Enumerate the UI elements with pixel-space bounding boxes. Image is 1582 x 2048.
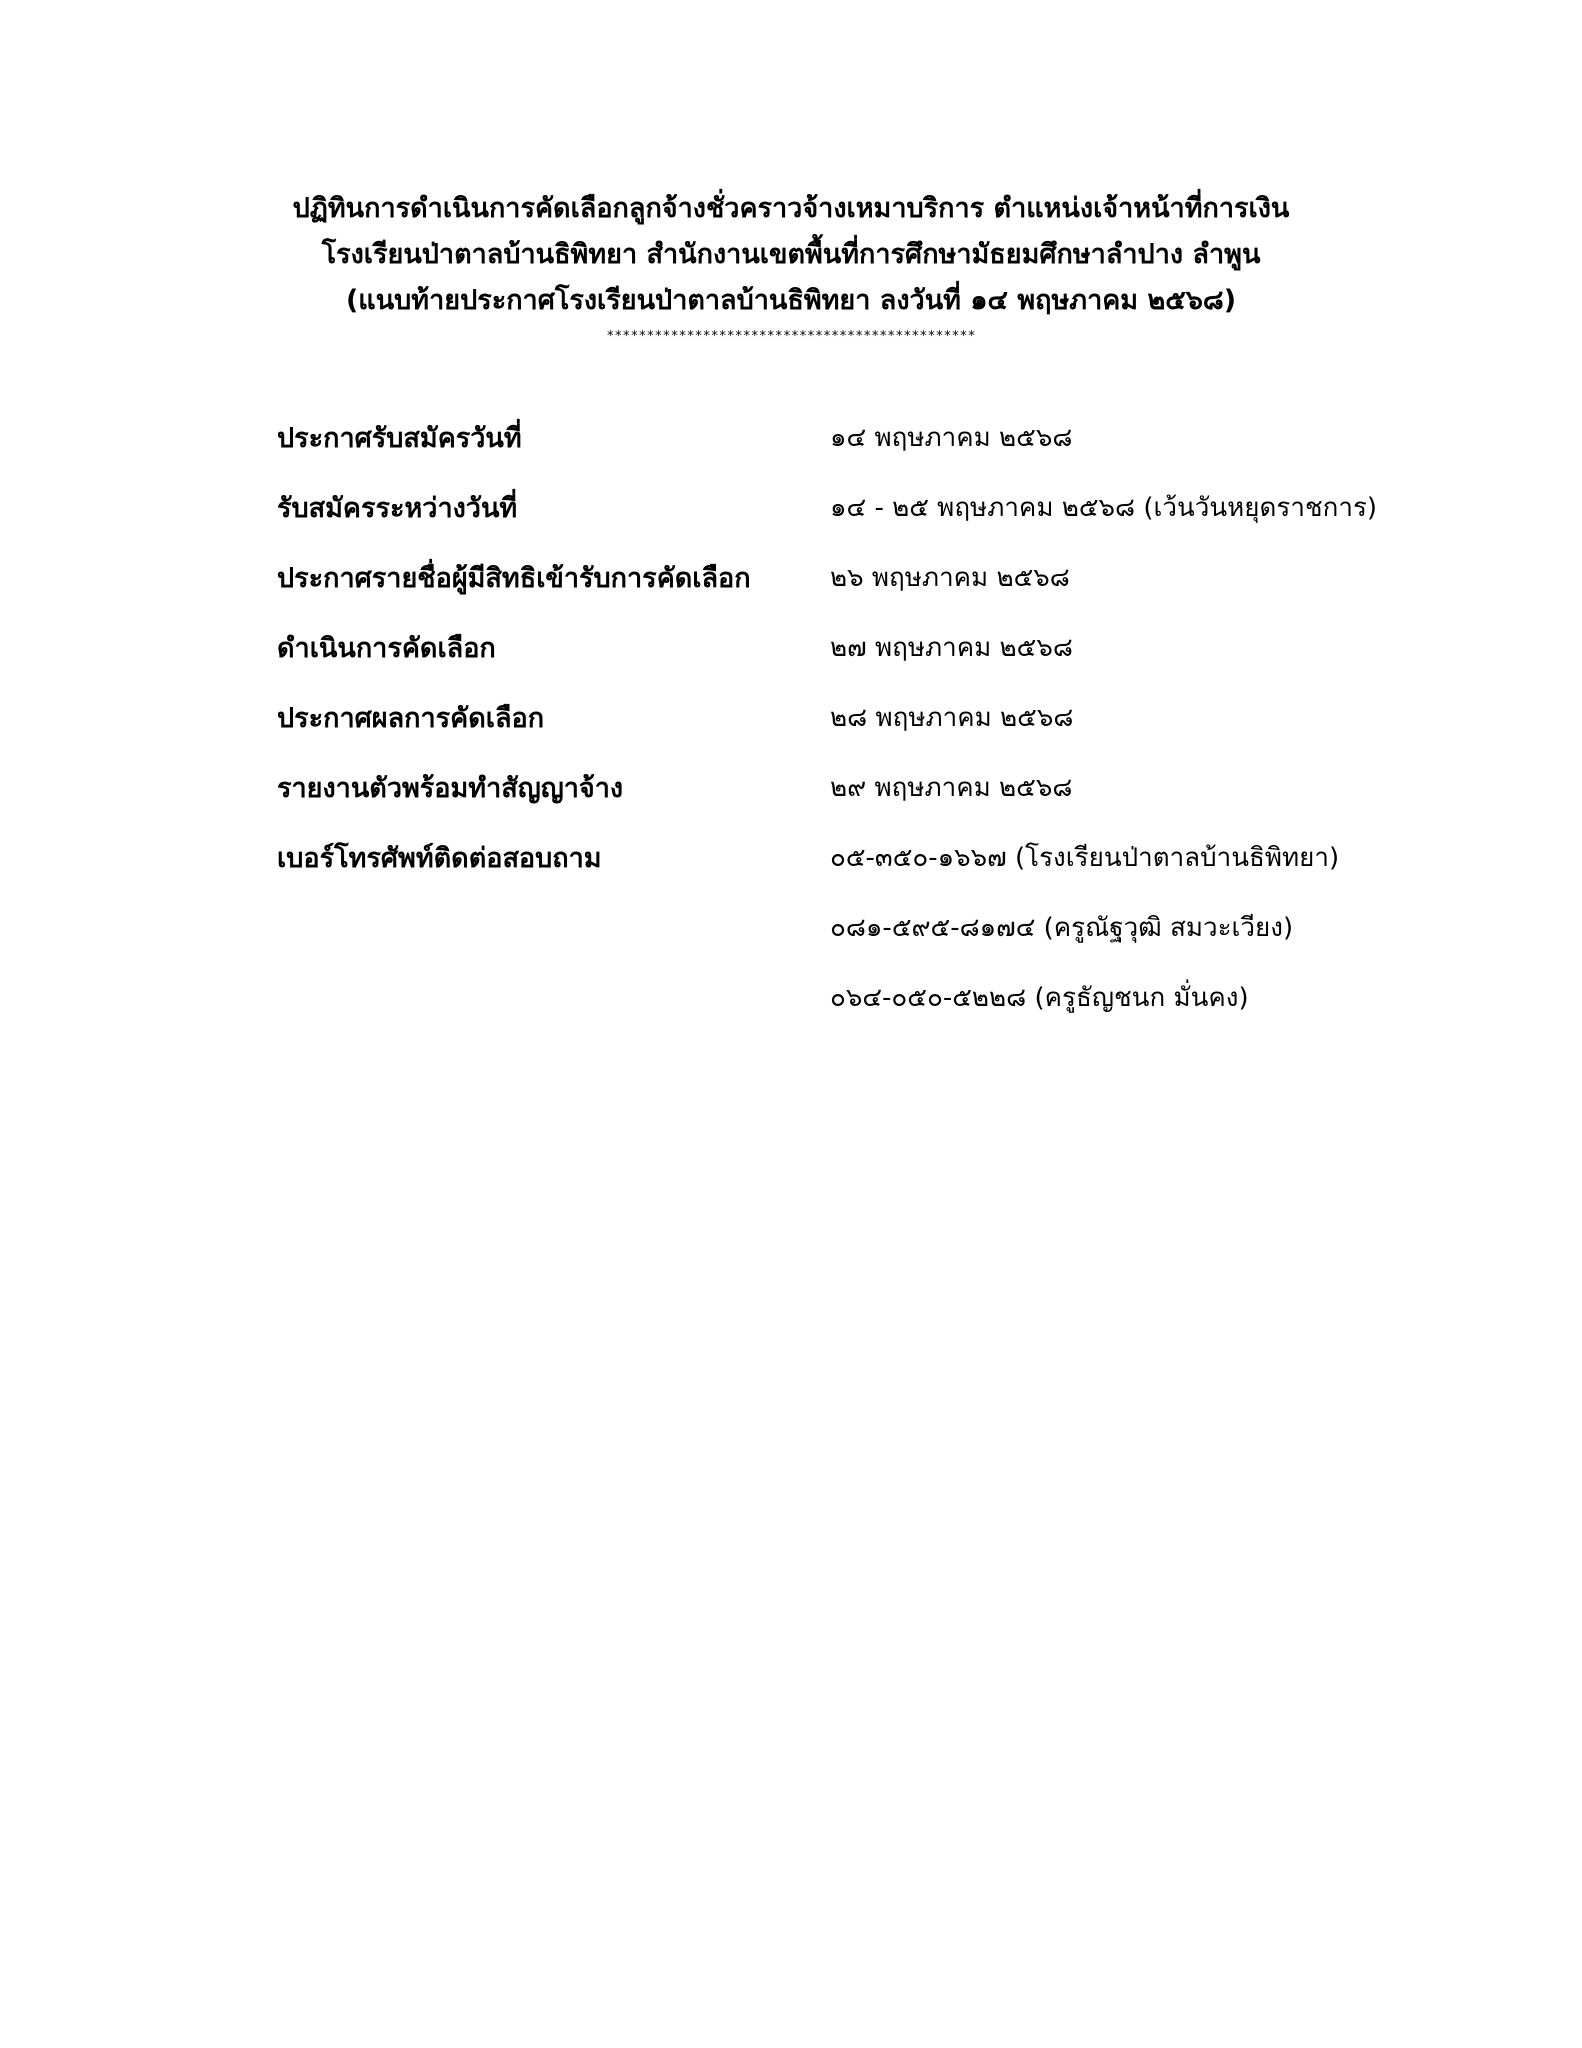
schedule-value: ๒๗ พฤษภาคม ๒๕๖๘ [830, 632, 1073, 663]
schedule-row-announce-date [277, 402, 1497, 472]
phone-number: ๐๖๔-๐๕๐-๕๒๒๘ (ครูธัญชนก มั่นคง) [830, 982, 1249, 1013]
schedule-row-phone-2 [277, 892, 1497, 962]
phone-number: ๐๘๑-๕๙๕-๘๑๗๔ (ครูณัฐวุฒิ สมวะเวียง) [830, 912, 1294, 943]
schedule-value: ๒๘ พฤษภาคม ๒๕๖๘ [830, 702, 1074, 733]
schedule-value: ๒๙ พฤษภาคม ๒๕๖๘ [830, 772, 1073, 803]
schedule-label: ประกาศผลการคัดเลือก [277, 702, 545, 734]
title-line-1: ปฏิทินการดำเนินการคัดเลือกลูกจ้างชั่วคราวจ้างเหมาบริการ ตำแหน่งเจ้าหน้าที่การเงิน [292, 193, 1290, 224]
schedule-row-contract [277, 752, 1497, 822]
schedule-value: ๑๔ พฤษภาคม ๒๕๖๘ [830, 422, 1073, 453]
asterisk-divider: ********************************************** [606, 329, 976, 344]
schedule-value: ๒๖ พฤษภาคม ๒๕๖๘ [830, 562, 1070, 593]
schedule-row-eligible-list [277, 542, 1497, 612]
schedule-value: ๑๔ - ๒๕ พฤษภาคม ๒๕๖๘ (เว้นวันหยุดราชการ) [830, 492, 1378, 523]
schedule-row-results [277, 682, 1497, 752]
document-header [0, 186, 1582, 348]
title-line-3: (แนบท้ายประกาศโรงเรียนป่าตาลบ้านธิพิทยา ลงวันที่ ๑๔ พฤษภาคม ๒๕๖๘) [345, 285, 1237, 316]
schedule-label: รายงานตัวพร้อมทำสัญญาจ้าง [277, 772, 624, 804]
phone-number: ๐๕-๓๕๐-๑๖๖๗ (โรงเรียนป่าตาลบ้านธิพิทยา) [830, 842, 1340, 873]
title-line-2: โรงเรียนป่าตาลบ้านธิพิทยา สำนักงานเขตพื้นที่การศึกษามัธยมศึกษาลำปาง ลำพูน [321, 239, 1261, 270]
schedule-label: ประกาศรับสมัครวันที่ [277, 422, 522, 454]
schedule-row-application-period [277, 472, 1497, 542]
schedule-list [277, 402, 1497, 1032]
schedule-row-phone [277, 822, 1497, 892]
schedule-label: เบอร์โทรศัพท์ติดต่อสอบถาม [277, 842, 602, 874]
schedule-row-selection [277, 612, 1497, 682]
schedule-label: รับสมัครระหว่างวันที่ [277, 492, 518, 524]
schedule-label: ดำเนินการคัดเลือก [277, 632, 496, 664]
schedule-label: ประกาศรายชื่อผู้มีสิทธิเข้ารับการคัดเลือก [277, 562, 751, 594]
schedule-row-phone-3 [277, 962, 1497, 1032]
